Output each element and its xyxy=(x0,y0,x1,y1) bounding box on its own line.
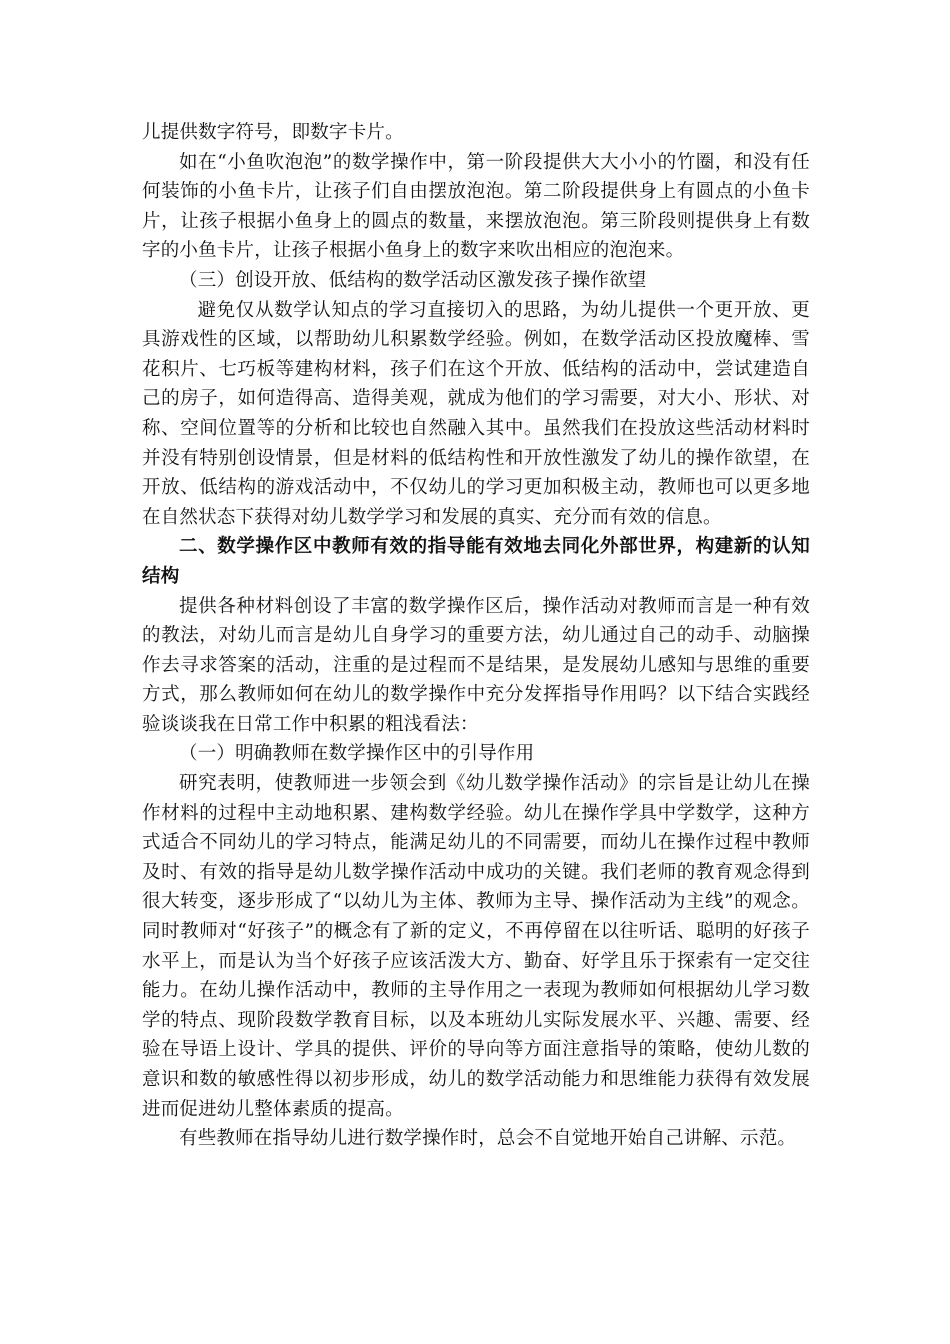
paragraph-open-activity-area: 避免仅从数学认知点的学习直接切入的思路，为幼儿提供一个更开放、更具游戏性的区域，以帮助幼儿积累数学经验。例如，在数学活动区投放魔棒、雪花积片、七巧板等建构材料，孩子们在这个开放、低结构的活动中，尝试建造自己的房子，如何造得高、造得美观，就成为他们的学习需要，对大小、形状、对称、空间位置等的分析和比较也自然融入其中。虽然我们在投放这些活动材料时并没有特别创设情景，但是材料的低结构性和开放性激发了幼儿的操作欲望，在开放、低结构的游戏活动中，不仅幼儿的学习更加积极主动，教师也可以更多地在自然状态下获得对幼儿数学学习和发展的真实、充分而有效的信息。 xyxy=(142,299,810,528)
paragraph-fish-bubble-example: 如在“小鱼吹泡泡”的数学操作中，第一阶段提供大大小小的竹圈，和没有任何装饰的小鱼卡片，让孩子们自由摆放泡泡。第二阶段提供身上有圆点的小鱼卡片，让孩子根据小鱼身上的圆点的数量，来摆放泡泡。第三阶段则提供身上有数字的小鱼卡片，让孩子根据小鱼身上的数字来吹出相应的泡泡来。 xyxy=(142,151,810,262)
document-page xyxy=(142,118,810,1154)
paragraph-teacher-demonstration: 有些教师在指导幼儿进行数学操作时，总会不自觉地开始自己讲解、示范。 xyxy=(179,1128,797,1150)
section-heading-two: 二、数学操作区中教师有效的指导能有效地去同化外部世界，构建新的认知结构 xyxy=(142,536,810,587)
subheading-one: （一）明确教师在数学操作区中的引导作用 xyxy=(179,743,535,765)
paragraph-teacher-guidance-intro: 提供各种材料创设了丰富的数学操作区后，操作活动对教师而言是一种有效的教法，对幼儿而言是幼儿自身学习的重要方法，幼儿通过自己的动手、动脑操作去寻求答案的活动，注重的是过程而不是结果，是发展幼儿感知与思维的重要方式，那么教师如何在幼儿的数学操作中充分发挥指导作用吗？以下结合实践经验谈谈我在日常工作中积累的粗浅看法： xyxy=(142,595,810,735)
paragraph-continuation: 儿提供数字符号，即数字卡片。 xyxy=(142,122,404,143)
paragraph-research-findings: 研究表明，使教师进一步领会到《幼儿数学操作活动》的宗旨是让幼儿在操作材料的过程中主动地积累、建构数学经验。幼儿在操作学具中学数学，这种方式适合不同幼儿的学习特点，能满足幼儿的不同需要，而幼儿在操作过程中教师及时、有效的指导是幼儿数学操作活动中成功的关键。我们老师的教育观念得到很大转变，逐步形成了“以幼儿为主体、教师为主导、操作活动为主线”的观念。同时教师对“好孩子”的概念有了新的定义，不再停留在以往听话、聪明的好孩子水平上，而是认为当个好孩子应该活泼大方、勤奋、好学且乐于探索有一定交往能力。在幼儿操作活动中，教师的主导作用之一表现为教师如何根据幼儿学习数学的特点、现阶段数学教育目标，以及本班幼儿实际发展水平、兴趣、需要、经验在导语上设计、学具的提供、评价的导向等方面注意指导的策略，使幼儿数的意识和数的敏感性得以初步形成，幼儿的数学活动能力和思维能力获得有效发展进而促进幼儿整体素质的提高。 xyxy=(142,773,810,1120)
subheading-three: （三）创设开放、低结构的数学活动区激发孩子操作欲望 xyxy=(179,269,647,291)
